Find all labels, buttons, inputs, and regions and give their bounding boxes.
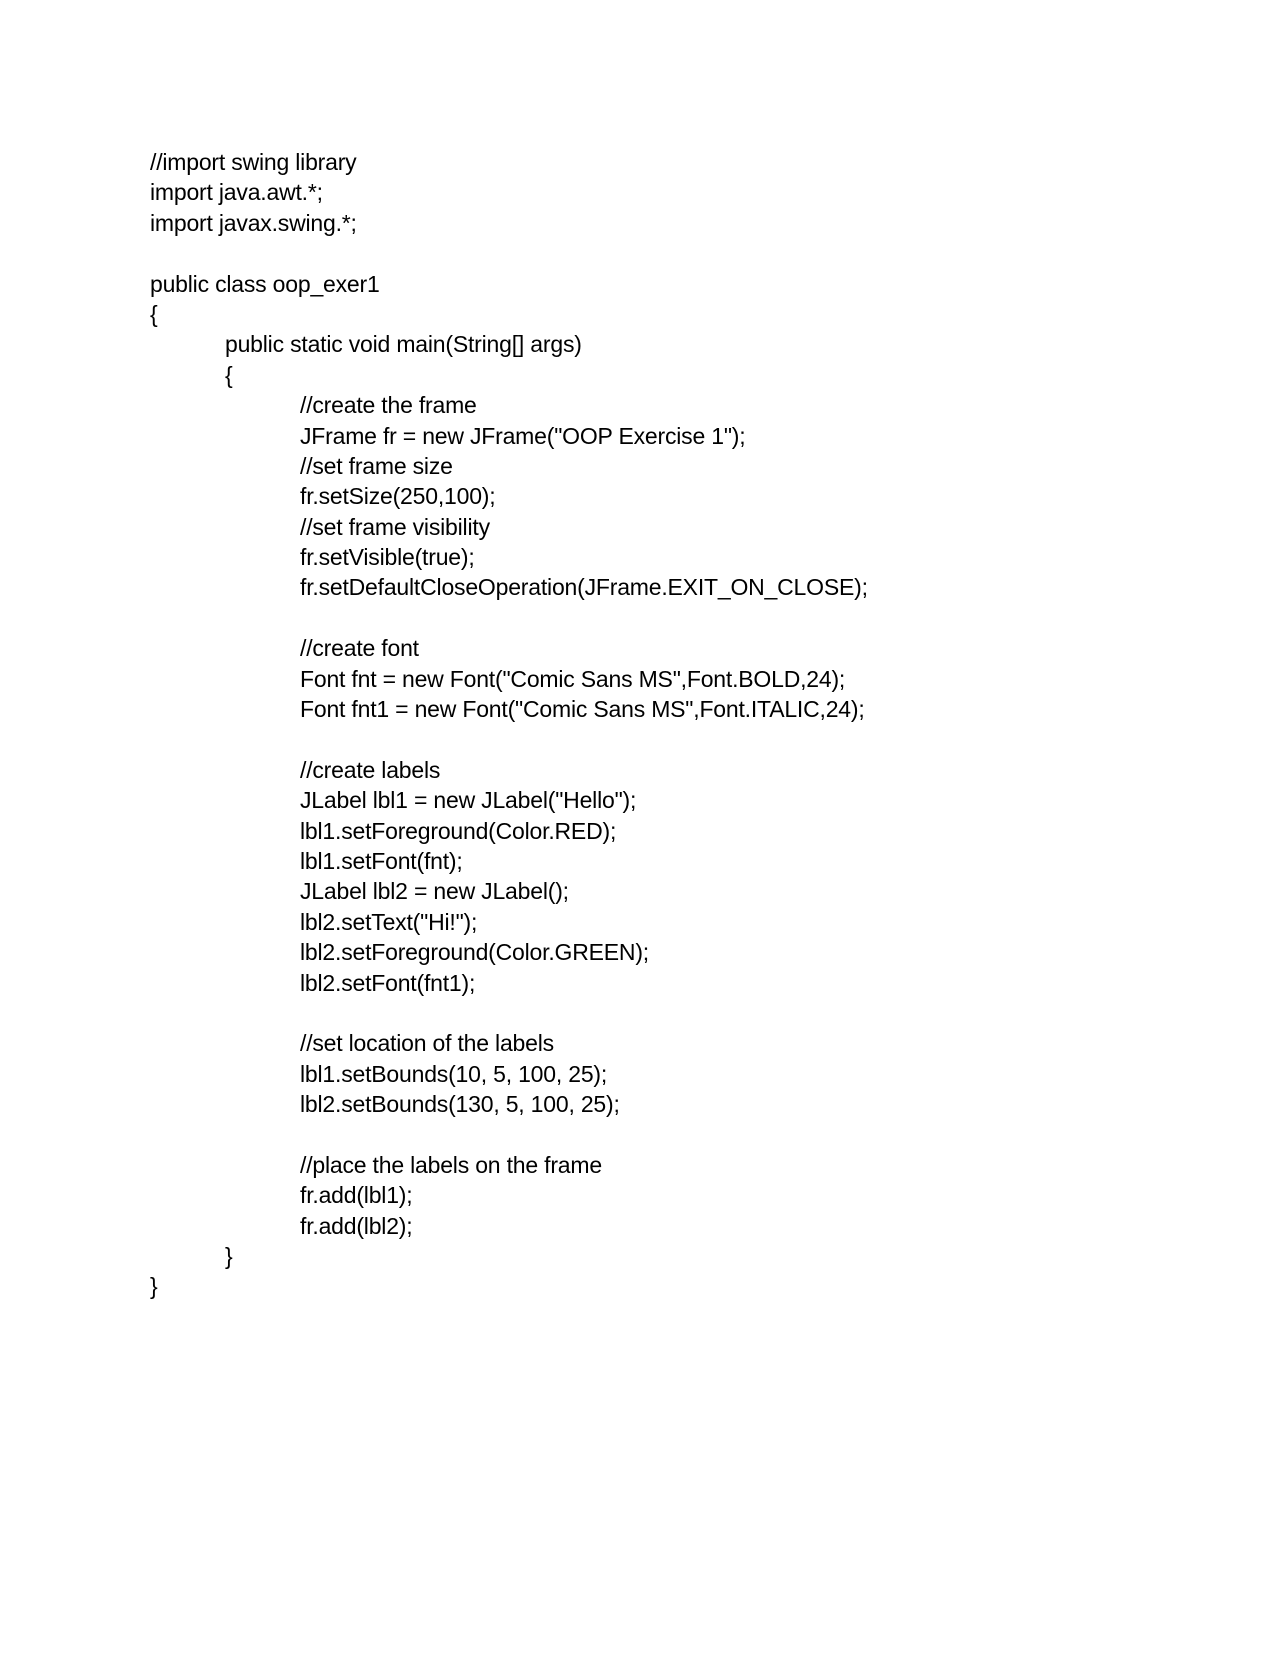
code-line: lbl2.setBounds(130, 5, 100, 25); (300, 1091, 620, 1118)
code-line: fr.setVisible(true); (300, 544, 475, 571)
code-comment-line: //set location of the labels (300, 1030, 554, 1057)
code-line: JLabel lbl1 = new JLabel("Hello"); (300, 787, 637, 814)
code-line: { (225, 361, 233, 388)
code-line: lbl2.setForeground(Color.GREEN); (300, 939, 649, 966)
code-line: import javax.swing.*; (150, 209, 357, 236)
code-comment-line: //create labels (300, 756, 441, 783)
code-comment-line: //set frame size (300, 452, 453, 479)
code-line: lbl1.setFont(fnt); (300, 847, 463, 874)
blank-line (150, 1120, 1150, 1150)
code-line: Font fnt = new Font("Comic Sans MS",Font.BOLD,24); (300, 665, 846, 692)
code-listing (150, 147, 1150, 1302)
code-comment-line: //create the frame (300, 392, 477, 419)
code-line: fr.setSize(250,100); (300, 483, 496, 510)
code-line: JFrame fr = new JFrame("OOP Exercise 1"); (300, 422, 746, 449)
code-line: fr.add(lbl2); (300, 1212, 413, 1239)
blank-line (150, 998, 1150, 1028)
blank-line (150, 238, 1150, 268)
code-line: { (150, 300, 158, 327)
code-comment-line: //import swing library (150, 149, 357, 175)
code-line: fr.setDefaultCloseOperation(JFrame.EXIT_ON_CLOSE); (300, 574, 868, 601)
code-line: } (150, 1273, 158, 1300)
code-line: public static void main(String[] args) (225, 331, 582, 358)
code-line: lbl2.setText("Hi!"); (300, 908, 478, 935)
code-comment-line: //create font (300, 635, 419, 662)
code-line: Font fnt1 = new Font("Comic Sans MS",Font.ITALIC,24); (300, 696, 865, 723)
code-line: } (225, 1243, 233, 1270)
code-line: lbl1.setForeground(Color.RED); (300, 817, 617, 844)
code-line: fr.add(lbl1); (300, 1182, 413, 1209)
code-line: JLabel lbl2 = new JLabel(); (300, 878, 569, 905)
code-line: import java.awt.*; (150, 179, 323, 206)
blank-line (150, 603, 1150, 633)
code-line: lbl2.setFont(fnt1); (300, 969, 476, 996)
blank-line (150, 724, 1150, 754)
code-line: public class oop_exer1 (150, 270, 380, 297)
code-line: lbl1.setBounds(10, 5, 100, 25); (300, 1060, 608, 1087)
code-comment-line: //place the labels on the frame (300, 1151, 602, 1178)
code-comment-line: //set frame visibility (300, 513, 490, 540)
